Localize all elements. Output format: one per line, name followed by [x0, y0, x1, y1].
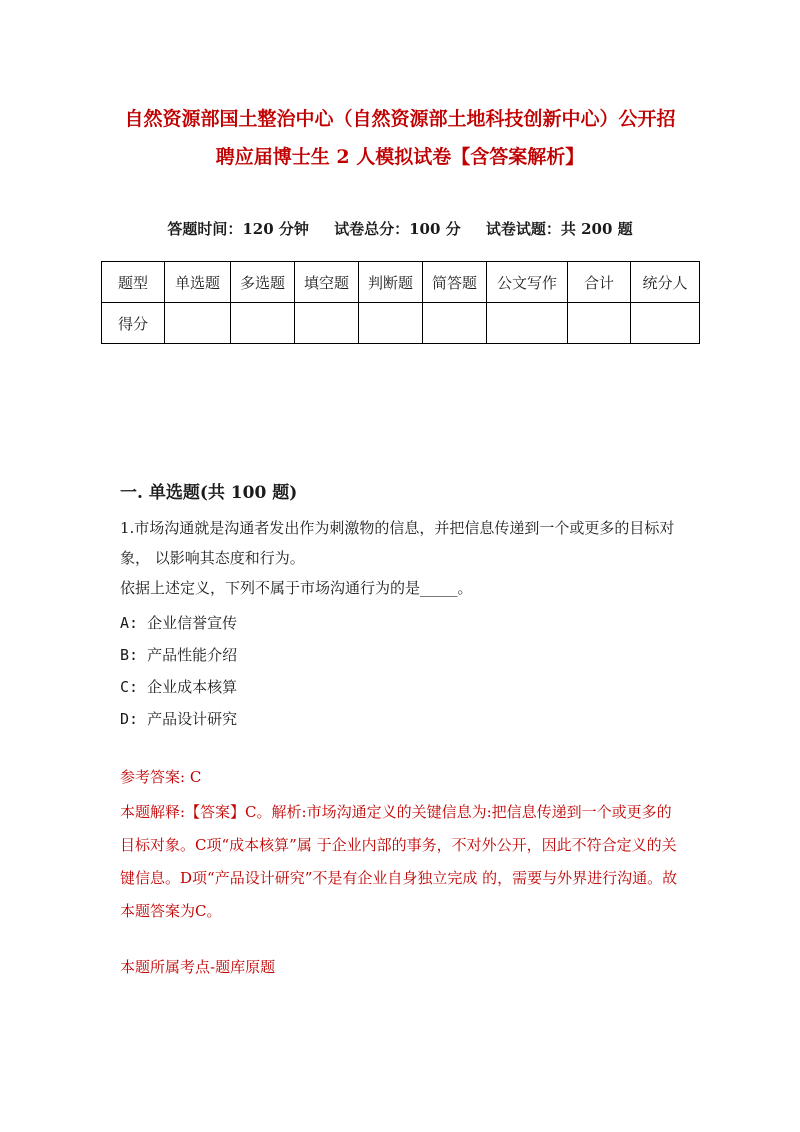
score-cell: [487, 303, 568, 344]
score-cell: [295, 303, 359, 344]
header-cell: 判断题: [359, 262, 423, 303]
document-title-line2: 聘应届博士生 2 人模拟试卷【含答案解析】: [215, 146, 585, 168]
score-cell: [568, 303, 631, 344]
header-cell: 多选题: [231, 262, 295, 303]
option-a: A: 企业信誉宣传: [120, 614, 238, 632]
option-d: D: 产品设计研究: [120, 710, 238, 728]
header-cell: 简答题: [423, 262, 487, 303]
header-cell: 公文写作: [487, 262, 568, 303]
row-label-cell: 得分: [102, 303, 165, 344]
header-cell: 单选题: [165, 262, 231, 303]
document-title-line1: 自然资源部国土整治中心（自然资源部土地科技创新中心）公开招: [124, 108, 676, 130]
score-cell: [359, 303, 423, 344]
score-cell: [231, 303, 295, 344]
header-cell: 题型: [102, 262, 165, 303]
reference-answer: 参考答案: C: [120, 768, 202, 786]
question-stem: [120, 513, 680, 603]
score-cell: [631, 303, 700, 344]
exam-question-count: 试卷试题：共 200 题: [485, 220, 633, 238]
header-cell: 统分人: [631, 262, 700, 303]
option-c: C: 企业成本核算: [120, 678, 238, 696]
section-title: 一. 单选题(共 100 题): [120, 483, 298, 503]
question-prompt: 依据上述定义，下列不属于市场沟通行为的是_____。: [120, 579, 473, 597]
header-cell: 合计: [568, 262, 631, 303]
score-table-header-row: [102, 262, 700, 303]
question-text: 1.市场沟通就是沟通者发出作为刺激物的信息，并把信息传递到一个或更多的目标对象， 以影响其态度和行为。: [120, 519, 675, 567]
header-cell: 填空题: [295, 262, 359, 303]
score-table-score-row: [102, 303, 700, 344]
question-source-tag: 本题所属考点-题库原题: [120, 958, 276, 976]
exam-total-score: 试卷总分：100 分: [334, 220, 461, 238]
score-cell: [423, 303, 487, 344]
exam-time: 答题时间：120 分钟: [167, 220, 309, 238]
score-table: [101, 261, 700, 344]
score-cell: [165, 303, 231, 344]
exam-meta: [0, 218, 800, 239]
option-b: B: 产品性能介绍: [120, 646, 238, 664]
answer-explanation: 本题解释:【答案】C。解析:市场沟通定义的关键信息为:把信息传递到一个或更多的目标对象。C项“成本核算”属 于企业内部的事务，不对外公开，因此不符合定义的关键信息。D项“产品设计研究”不是有企业自身独立完成 的，需要与外界进行沟通。故本题答案为C。: [120, 803, 678, 920]
